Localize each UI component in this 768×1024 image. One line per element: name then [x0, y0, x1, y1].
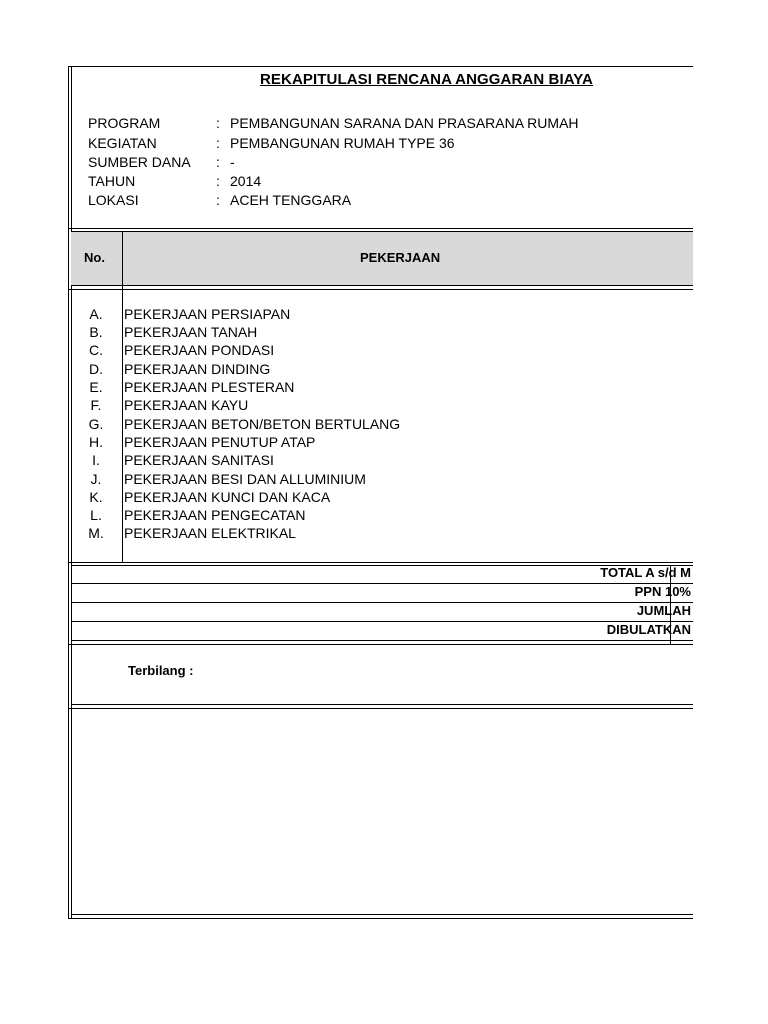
- signature-area: [72, 709, 692, 913]
- item-name: PEKERJAAN PLESTERAN: [124, 379, 295, 395]
- item-name: PEKERJAAN SANITASI: [124, 452, 274, 468]
- info-colon: :: [216, 192, 220, 208]
- frame-left-outer: [68, 66, 69, 918]
- info-value: 2014: [230, 173, 262, 189]
- table-no-divider: [122, 231, 123, 563]
- item-number: C.: [89, 342, 103, 358]
- table-header-bottom-inner: [71, 285, 693, 286]
- item-number: D.: [89, 361, 103, 377]
- info-value: PEMBANGUNAN RUMAH TYPE 36: [230, 135, 455, 151]
- item-name: PEKERJAAN KAYU: [124, 397, 249, 413]
- info-value: PEMBANGUNAN SARANA DAN PRASARANA RUMAH: [230, 115, 579, 131]
- summary-ppn-label: PPN 10%: [634, 584, 691, 599]
- item-name: PEKERJAAN PONDASI: [124, 342, 275, 358]
- summary-top-outer: [68, 562, 693, 563]
- item-name: PEKERJAAN ELEKTRIKAL: [124, 525, 296, 541]
- item-name: PEKERJAAN KUNCI DAN KACA: [124, 489, 331, 505]
- info-colon: :: [216, 135, 220, 151]
- item-number: E.: [89, 379, 103, 395]
- item-number: A.: [89, 306, 103, 322]
- table-header-top-outer: [68, 228, 693, 229]
- item-name: PEKERJAAN PERSIAPAN: [124, 306, 291, 322]
- summary-row-divider: [71, 621, 693, 622]
- column-header-no: No.: [84, 250, 105, 265]
- info-label: SUMBER DANA: [88, 154, 191, 170]
- summary-jumlah-label: JUMLAH: [636, 603, 691, 618]
- table-header-top-inner: [71, 231, 693, 232]
- summary-row-divider: [71, 583, 693, 584]
- column-header-pekerjaan: PEKERJAAN: [360, 250, 441, 265]
- item-number: J.: [90, 471, 102, 487]
- item-name: PEKERJAAN TANAH: [124, 324, 258, 340]
- item-number: M.: [88, 525, 104, 541]
- summary-total-label: TOTAL A s/d M: [600, 565, 691, 580]
- info-colon: :: [216, 115, 220, 131]
- terbilang-bottom-inner: [71, 704, 693, 705]
- document-title: REKAPITULASI RENCANA ANGGARAN BIAYA: [260, 71, 593, 88]
- item-name: PEKERJAAN BESI DAN ALLUMINIUM: [124, 471, 366, 487]
- frame-bottom-inner: [71, 914, 693, 915]
- item-number: I.: [92, 452, 100, 468]
- item-number: K.: [89, 489, 103, 505]
- frame-bottom-outer: [68, 918, 693, 919]
- item-number: B.: [89, 324, 103, 340]
- info-label: TAHUN: [88, 173, 136, 189]
- summary-dibulatkan-label: DIBULATKAN: [606, 622, 691, 637]
- summary-bottom-inner: [71, 640, 693, 641]
- item-number: L.: [90, 507, 102, 523]
- info-colon: :: [216, 154, 220, 170]
- summary-row-divider: [71, 602, 693, 603]
- item-number: F.: [90, 397, 102, 413]
- info-value: -: [230, 154, 235, 170]
- info-label: LOKASI: [88, 192, 139, 208]
- item-name: PEKERJAAN DINDING: [124, 361, 271, 377]
- item-name: PEKERJAAN PENUTUP ATAP: [124, 434, 316, 450]
- info-label: PROGRAM: [88, 115, 161, 131]
- terbilang-label: Terbilang :: [128, 663, 194, 678]
- table-header-bottom-outer: [68, 289, 693, 290]
- item-number: H.: [89, 434, 103, 450]
- item-name: PEKERJAAN BETON/BETON BERTULANG: [124, 416, 401, 432]
- item-name: PEKERJAAN PENGECATAN: [124, 507, 306, 523]
- item-number: G.: [88, 416, 104, 432]
- info-colon: :: [216, 173, 220, 189]
- summary-bottom-outer: [68, 644, 693, 645]
- frame-top: [68, 66, 693, 67]
- info-value: ACEH TENGGARA: [230, 192, 352, 208]
- info-label: KEGIATAN: [88, 135, 157, 151]
